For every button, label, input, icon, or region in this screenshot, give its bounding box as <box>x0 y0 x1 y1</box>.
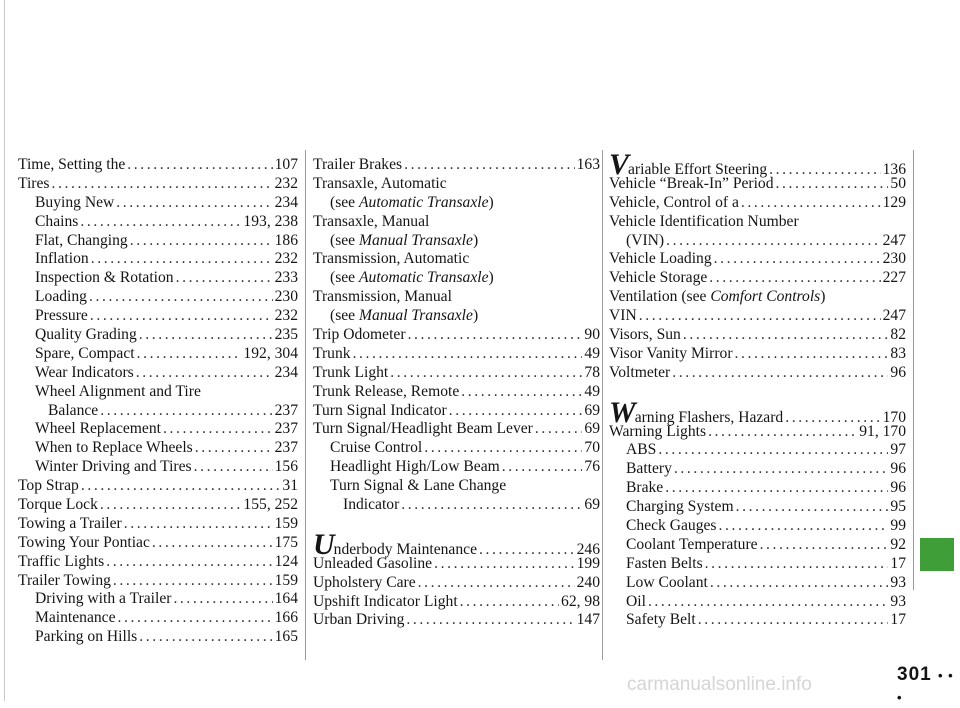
index-entry-label: Chains <box>35 212 79 230</box>
index-entry-label: Trunk Release, Remote <box>313 382 460 400</box>
index-entry-page: 78 <box>584 363 600 381</box>
index-entry-label: Transaxle, Automatic <box>313 174 447 192</box>
leader-dots <box>124 515 273 534</box>
index-entry-label: Voltmeter <box>609 363 671 381</box>
index-entry-label: Inflation <box>35 250 89 268</box>
index-entry-label: Trunk Light <box>313 363 389 381</box>
index-entry-label: Wheel Alignment and Tire <box>35 382 201 400</box>
index-entry-page: 93 <box>890 592 906 610</box>
leader-dots <box>741 194 881 213</box>
index-entry-label: Turn Signal & Lane Change <box>330 477 507 495</box>
index-entry <box>18 364 298 383</box>
index-entry <box>18 250 298 269</box>
leader-dots <box>52 175 273 194</box>
leader-dots <box>137 345 242 364</box>
index-entry-page: 31 <box>282 477 298 495</box>
index-entry <box>18 194 298 213</box>
section-gap <box>313 515 600 536</box>
index-entry <box>313 383 600 402</box>
index-entry-page: 17 <box>890 611 906 629</box>
index-entry <box>609 345 906 364</box>
index-entry <box>313 364 600 383</box>
index-entry <box>18 496 298 515</box>
index-entry <box>609 517 906 536</box>
index-entry-label: Pressure <box>35 307 88 325</box>
leader-dots <box>709 269 880 288</box>
page-binding-edge <box>4 0 5 701</box>
index-entry-label: (see Automatic Transaxle) <box>330 193 494 211</box>
index-entry <box>313 156 600 175</box>
leader-dots <box>390 364 582 383</box>
index-entry <box>18 553 298 572</box>
index-entry-label: Variable Effort Steering <box>609 148 768 181</box>
index-entry-label: Tires <box>18 174 50 192</box>
index-entry-label: Traffic Lights <box>18 552 105 570</box>
index-entry-page: 192, 304 <box>243 344 298 362</box>
index-entry-page: 124 <box>274 552 298 570</box>
index-entry-label: (VIN) <box>626 231 665 249</box>
index-entry-page: 186 <box>274 231 298 249</box>
leader-dots <box>404 156 575 175</box>
index-entry <box>18 345 298 364</box>
index-entry-label: Low Coolant <box>626 573 708 591</box>
index-entry-page: 156 <box>274 458 298 476</box>
index-entry-label: VIN <box>609 307 637 325</box>
index-entry <box>609 536 906 555</box>
index-entry <box>18 590 298 609</box>
index-entry <box>609 479 906 498</box>
index-entry-label: Spare, Compact <box>35 344 135 362</box>
index-entry-page: 232 <box>274 307 298 325</box>
index-entry <box>609 288 906 307</box>
leader-dots <box>710 574 889 593</box>
leader-dots <box>719 517 889 536</box>
leader-dots <box>194 458 273 477</box>
index-entry-label: Warning Lights <box>609 422 707 440</box>
index-entry-label: Vehicle “Break-In” Period <box>609 174 774 192</box>
index-entry <box>18 213 298 232</box>
index-entry-page: 90 <box>584 326 600 344</box>
index-entry <box>609 232 906 251</box>
leader-dots <box>666 232 881 251</box>
index-entry <box>18 572 298 591</box>
index-entry <box>18 609 298 628</box>
index-entry-label: Turn Signal Indicator <box>313 401 447 419</box>
leader-dots <box>418 574 575 593</box>
index-entry <box>609 307 906 326</box>
index-entry-label: Underbody Maintenance <box>313 527 477 561</box>
index-entry-page: 76 <box>584 458 600 476</box>
index-entry-label: Safety Belt <box>626 611 696 629</box>
leader-dots <box>708 423 857 442</box>
leader-dots <box>163 420 273 439</box>
index-entry-label: Check Gauges <box>626 517 717 535</box>
index-entry <box>313 527 600 561</box>
index-entry <box>18 402 298 421</box>
leader-dots <box>648 593 888 612</box>
index-entry-label: Visor Vanity Mirror <box>609 344 733 362</box>
leader-dots <box>698 611 889 630</box>
leader-dots <box>139 326 273 345</box>
index-entry-label: ABS <box>626 441 657 459</box>
index-entry <box>609 611 906 630</box>
index-entry-page: 165 <box>274 628 298 646</box>
index-entry-page: 50 <box>890 174 906 192</box>
index-entry <box>609 269 906 288</box>
index-entry-label: Towing a Trailer <box>18 514 122 532</box>
column-divider-1 <box>305 150 306 660</box>
index-entry-page: 70 <box>584 439 600 457</box>
index-entry-page: 95 <box>890 498 906 516</box>
index-entry <box>313 326 600 345</box>
index-entry-page: 49 <box>584 344 600 362</box>
index-entry-page: 164 <box>274 590 298 608</box>
index-entry-label: Inspection & Rotation <box>35 269 174 287</box>
index-entry-page: 237 <box>274 439 298 457</box>
index-entry <box>18 534 298 553</box>
index-entry-page: 96 <box>890 363 906 381</box>
index-entry-label: Ventilation (see Comfort Controls) <box>609 288 826 306</box>
index-entry <box>18 175 298 194</box>
leader-dots <box>735 345 889 364</box>
index-entry-label: Top Strap <box>18 477 79 495</box>
index-entry-page: 232 <box>274 174 298 192</box>
leader-dots <box>408 326 583 345</box>
index-entry <box>609 250 906 269</box>
index-entry-label: Torque Lock <box>18 496 98 514</box>
leader-dots <box>173 590 272 609</box>
index-entry-page: 82 <box>890 326 906 344</box>
leader-dots <box>502 458 583 477</box>
index-entry <box>313 555 600 574</box>
index-entry <box>609 148 906 181</box>
index-entry <box>609 175 906 194</box>
index-entry <box>313 477 600 496</box>
index-entry-label: Time, Setting the <box>18 156 126 173</box>
index-entry-page: 235 <box>274 326 298 344</box>
leader-dots <box>449 402 583 421</box>
page-number <box>897 664 960 708</box>
index-entry <box>313 458 600 477</box>
column-divider-3 <box>913 150 914 590</box>
leader-dots <box>90 307 273 326</box>
index-entry <box>609 364 906 383</box>
page-number-dots: • • • <box>897 668 954 705</box>
index-entry-page: 155, 252 <box>243 496 298 514</box>
index-entry-page: 69 <box>584 420 600 438</box>
index-entry <box>609 441 906 460</box>
index-entry-page: 234 <box>274 363 298 381</box>
leader-dots <box>665 479 888 498</box>
index-entry-label: (see Manual Transaxle) <box>330 231 479 249</box>
index-entry-label: Upshift Indicator Light <box>313 592 458 610</box>
index-entry-label: Vehicle Identification Number <box>609 212 799 230</box>
index-entry-label: Wheel Replacement <box>35 420 161 438</box>
index-entry-label: Buying New <box>35 193 115 211</box>
index-entry-label: Towing Your Pontiac <box>18 533 150 551</box>
index-entry-label: Coolant Temperature <box>626 535 758 553</box>
index-entry-label: Quality Grading <box>35 326 137 344</box>
leader-dots <box>106 553 272 572</box>
watermark: carmanualsonline.info <box>627 674 812 695</box>
leader-dots <box>81 477 281 496</box>
index-entry <box>18 232 298 251</box>
index-entry-page: 246 <box>576 540 600 558</box>
index-entry-label: Trip Odometer <box>313 326 406 344</box>
index-entry-label: Vehicle Storage <box>609 269 708 287</box>
index-entry-label: Vehicle Loading <box>609 250 712 268</box>
leader-dots <box>152 534 273 553</box>
index-entry-label: Trailer Brakes <box>313 156 403 173</box>
index-entry <box>313 574 600 593</box>
leader-dots <box>130 232 273 251</box>
index-entry <box>313 345 600 364</box>
leader-dots <box>535 420 583 439</box>
leader-dots <box>100 496 242 515</box>
leader-dots <box>401 496 582 515</box>
index-entry-label: Urban Driving <box>313 611 405 629</box>
index-entry <box>18 288 298 307</box>
section-tab-marker <box>920 538 954 571</box>
leader-dots <box>674 460 889 479</box>
index-entry-label: Unleaded Gasoline <box>313 554 433 572</box>
index-column-3 <box>609 148 906 630</box>
index-entry <box>18 515 298 534</box>
index-entry-label: Winter Driving and Tires <box>35 458 192 476</box>
index-entry <box>609 213 906 232</box>
index-entry <box>313 496 600 515</box>
leader-dots <box>736 498 889 517</box>
index-entry-page: 69 <box>584 496 600 514</box>
index-entry-page: 175 <box>274 533 298 551</box>
index-column-2 <box>313 156 600 630</box>
index-entry <box>313 250 600 269</box>
index-entry-page: 230 <box>274 288 298 306</box>
index-entry-page: 99 <box>890 517 906 535</box>
index-entry-label: Wear Indicators <box>35 363 134 381</box>
index-entry <box>313 611 600 630</box>
index-entry-page: 234 <box>274 193 298 211</box>
index-column-1 <box>18 156 298 647</box>
index-entry-page: 233 <box>274 269 298 287</box>
index-entry-label: (see Automatic Transaxle) <box>330 269 494 287</box>
index-entry-label: Vehicle, Control of a <box>609 193 739 211</box>
index-entry <box>609 423 906 442</box>
index-entry-page: 91, 170 <box>859 422 906 440</box>
index-entry-page: 136 <box>882 161 906 178</box>
index-entry-page: 199 <box>576 554 600 572</box>
index-entry-label: Headlight High/Low Beam <box>330 458 500 476</box>
index-entry-label: When to Replace Wheels <box>35 439 193 457</box>
index-entry-label: Transmission, Manual <box>313 288 452 306</box>
leader-dots <box>406 611 574 630</box>
index-entry-page: 237 <box>274 420 298 438</box>
index-entry-page: 240 <box>576 573 600 591</box>
index-entry-label: Cruise Control <box>330 439 423 457</box>
index-entry-label: Oil <box>626 592 646 610</box>
page-number-value: 301 <box>897 664 932 685</box>
index-entry-page: 49 <box>584 382 600 400</box>
leader-dots <box>705 555 889 574</box>
index-entry-page: 93 <box>890 573 906 591</box>
index-entry-label: Transmission, Automatic <box>313 250 470 268</box>
index-entry-page: 17 <box>890 554 906 572</box>
index-entry-page: 237 <box>274 401 298 419</box>
index-entry <box>18 156 298 175</box>
index-entry <box>313 213 600 232</box>
leader-dots <box>89 288 273 307</box>
leader-dots <box>461 383 582 402</box>
index-entry-label: Indicator <box>343 496 400 514</box>
index-entry-label: (see Manual Transaxle) <box>330 307 479 325</box>
index-entry-page: 69 <box>584 401 600 419</box>
index-entry-page: 92 <box>890 535 906 553</box>
leader-dots <box>116 194 272 213</box>
index-entry <box>18 383 298 402</box>
index-entry <box>609 395 906 429</box>
index-entry <box>313 420 600 439</box>
index-entry <box>313 288 600 307</box>
leader-dots <box>460 593 559 612</box>
index-entry <box>313 232 600 251</box>
leader-dots <box>113 572 273 591</box>
index-entry <box>609 593 906 612</box>
index-entry-label: Trunk <box>313 344 351 362</box>
index-entry-page: 247 <box>882 307 906 325</box>
index-entry-page: 193, 238 <box>243 212 298 230</box>
index-entry-page: 96 <box>890 479 906 497</box>
leader-dots <box>683 326 889 345</box>
index-entry <box>313 175 600 194</box>
leader-dots <box>176 269 273 288</box>
index-entry-page: 159 <box>274 571 298 589</box>
leader-dots <box>139 628 272 647</box>
index-entry-page: 166 <box>274 609 298 627</box>
index-entry <box>18 628 298 647</box>
index-entry-label: Driving with a Trailer <box>35 590 172 608</box>
index-entry-page: 96 <box>890 460 906 478</box>
leader-dots <box>91 250 273 269</box>
index-entry-label: Visors, Sun <box>609 326 681 344</box>
index-entry-page: 83 <box>890 344 906 362</box>
index-entry-label: Flat, Changing <box>35 231 128 249</box>
index-entry <box>313 307 600 326</box>
index-entry <box>313 593 600 612</box>
leader-dots <box>760 536 889 555</box>
leader-dots <box>434 555 575 574</box>
section-gap <box>609 383 906 404</box>
index-entry <box>313 402 600 421</box>
column-divider-2 <box>602 150 603 660</box>
index-entry-page: 147 <box>576 611 600 629</box>
index-entry-label: Trailer Towing <box>18 571 111 589</box>
index-entry <box>18 439 298 458</box>
leader-dots <box>195 439 273 458</box>
leader-dots <box>639 307 881 326</box>
index-entry <box>313 439 600 458</box>
index-entry-label: Warning Flashers, Hazard <box>609 395 784 429</box>
index-entry-label: Turn Signal/Headlight Beam Lever <box>313 420 533 438</box>
index-entry-label: Balance <box>48 401 99 419</box>
index-entry <box>18 477 298 496</box>
leader-dots <box>353 345 583 364</box>
index-entry <box>609 460 906 479</box>
leader-dots <box>776 175 889 194</box>
leader-dots <box>127 156 272 175</box>
index-entry <box>18 458 298 477</box>
index-entry-page: 163 <box>576 156 600 173</box>
index-entry-label: Parking on Hills <box>35 628 138 646</box>
leader-dots <box>136 364 273 383</box>
index-entry-page: 232 <box>274 250 298 268</box>
index-entry-label: Battery <box>626 460 672 478</box>
index-entry-page: 247 <box>882 231 906 249</box>
index-entry-label: Fasten Belts <box>626 554 703 572</box>
index-entry <box>18 307 298 326</box>
index-entry-page: 170 <box>882 408 906 426</box>
index-entry <box>609 555 906 574</box>
index-entry-label: Charging System <box>626 498 734 516</box>
index-entry <box>609 498 906 517</box>
index-entry-label: Brake <box>626 479 664 497</box>
leader-dots <box>658 441 888 460</box>
index-entry-page: 97 <box>890 441 906 459</box>
leader-dots <box>80 213 241 232</box>
index-entry-label: Maintenance <box>35 609 116 627</box>
index-entry-page: 159 <box>274 514 298 532</box>
index-entry-page: 107 <box>274 156 298 173</box>
index-entry-label: Upholstery Care <box>313 573 416 591</box>
index-entry <box>18 420 298 439</box>
index-entry-page: 62, 98 <box>561 592 600 610</box>
index-entry-label: Transaxle, Manual <box>313 212 430 230</box>
leader-dots <box>118 609 273 628</box>
leader-dots <box>714 250 881 269</box>
leader-dots <box>100 402 272 421</box>
index-entry <box>18 269 298 288</box>
index-entry <box>313 194 600 213</box>
index-entry-page: 129 <box>882 193 906 211</box>
index-entry-label: Loading <box>35 288 87 306</box>
index-entry <box>18 326 298 345</box>
index-entry <box>609 326 906 345</box>
index-entry <box>609 194 906 213</box>
index-entry <box>313 269 600 288</box>
index-entry <box>609 574 906 593</box>
leader-dots <box>424 439 582 458</box>
index-entry-page: 230 <box>882 250 906 268</box>
leader-dots <box>672 364 888 383</box>
index-entry-page: 227 <box>882 269 906 287</box>
